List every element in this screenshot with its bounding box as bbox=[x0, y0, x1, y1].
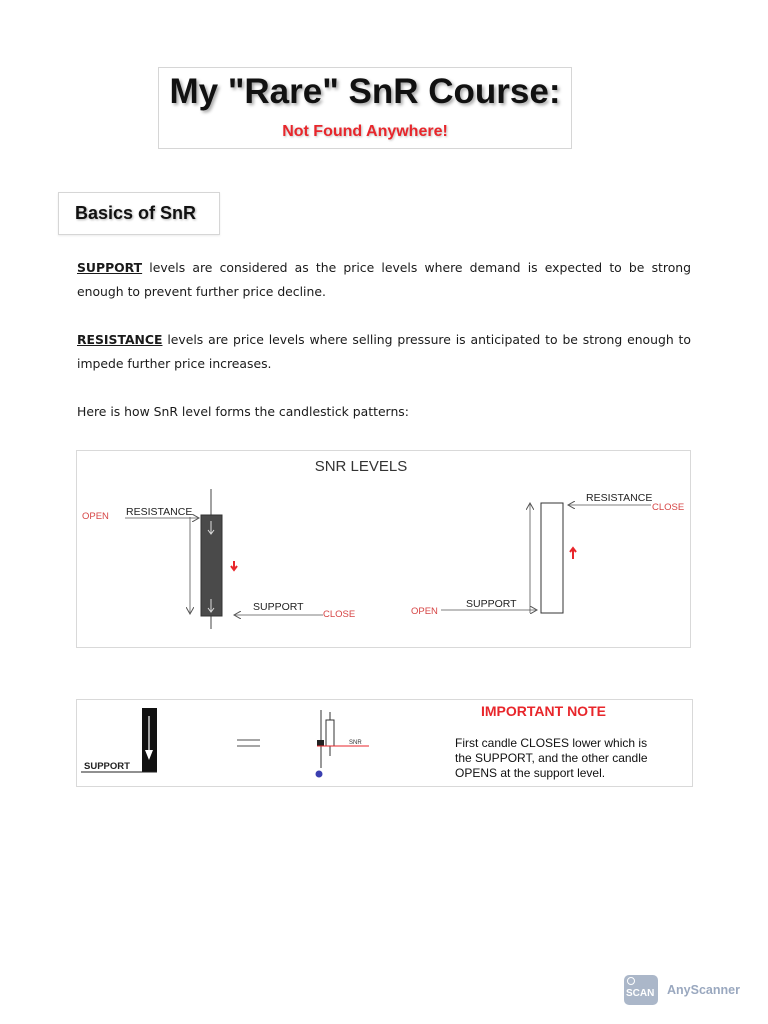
section-heading-box bbox=[58, 192, 220, 235]
right-resistance-label: RESISTANCE bbox=[586, 492, 653, 504]
small-bullish-candle bbox=[326, 720, 334, 746]
red-down-arrow-icon bbox=[231, 561, 237, 570]
right-support-label: SUPPORT bbox=[466, 598, 517, 610]
snr-levels-diagram bbox=[77, 451, 690, 647]
support-definition: levels are considered as the price levels where demand is expected to be strong enough to prevent further price decline. bbox=[77, 260, 691, 299]
note-line-2: the SUPPORT, and the other candle bbox=[455, 751, 648, 765]
scan-logo-text: SCAN bbox=[626, 988, 655, 999]
small-bearish-candle bbox=[317, 740, 324, 746]
resistance-paragraph bbox=[77, 328, 691, 376]
snr-levels-figure bbox=[76, 450, 691, 648]
course-title-box bbox=[158, 67, 572, 149]
note-line-3: OPENS at the support level. bbox=[455, 766, 606, 780]
left-resistance-label: RESISTANCE bbox=[126, 506, 193, 518]
snr-figure-title: SNR LEVELS bbox=[314, 458, 408, 475]
right-open-label: OPEN bbox=[411, 606, 438, 617]
anyscanner-watermark bbox=[624, 975, 748, 1007]
support-term: SUPPORT bbox=[77, 260, 143, 275]
note-support-label: SUPPORT bbox=[84, 761, 130, 772]
note-dot bbox=[316, 771, 323, 778]
support-paragraph bbox=[77, 256, 691, 304]
important-note-heading: IMPORTANT NOTE bbox=[481, 703, 606, 719]
resistance-term: RESISTANCE bbox=[77, 332, 163, 347]
course-title: My "Rare" SnR Course: bbox=[169, 72, 561, 111]
scan-logo-icon bbox=[624, 975, 658, 1005]
important-note-figure bbox=[76, 699, 693, 787]
intro-paragraph: Here is how SnR level forms the candlestick patterns: bbox=[77, 404, 409, 419]
left-support-label: SUPPORT bbox=[253, 601, 304, 613]
section-heading: Basics of SnR bbox=[75, 203, 197, 223]
left-close-label: CLOSE bbox=[323, 609, 356, 620]
resistance-definition: levels are price levels where selling pressure is anticipated to be strong enough to impede further price increases. bbox=[77, 332, 691, 371]
right-close-label: CLOSE bbox=[652, 502, 685, 513]
watermark-brand: AnyScanner bbox=[667, 983, 740, 997]
important-note-diagram bbox=[77, 700, 692, 786]
right-bullish-candle bbox=[541, 503, 563, 613]
snr-label: SNR bbox=[349, 740, 362, 746]
red-up-arrow-icon bbox=[570, 548, 576, 559]
left-open-label: OPEN bbox=[82, 511, 109, 522]
note-line-1: First candle CLOSES lower which is bbox=[455, 736, 648, 750]
course-subtitle: Not Found Anywhere! bbox=[282, 123, 448, 140]
